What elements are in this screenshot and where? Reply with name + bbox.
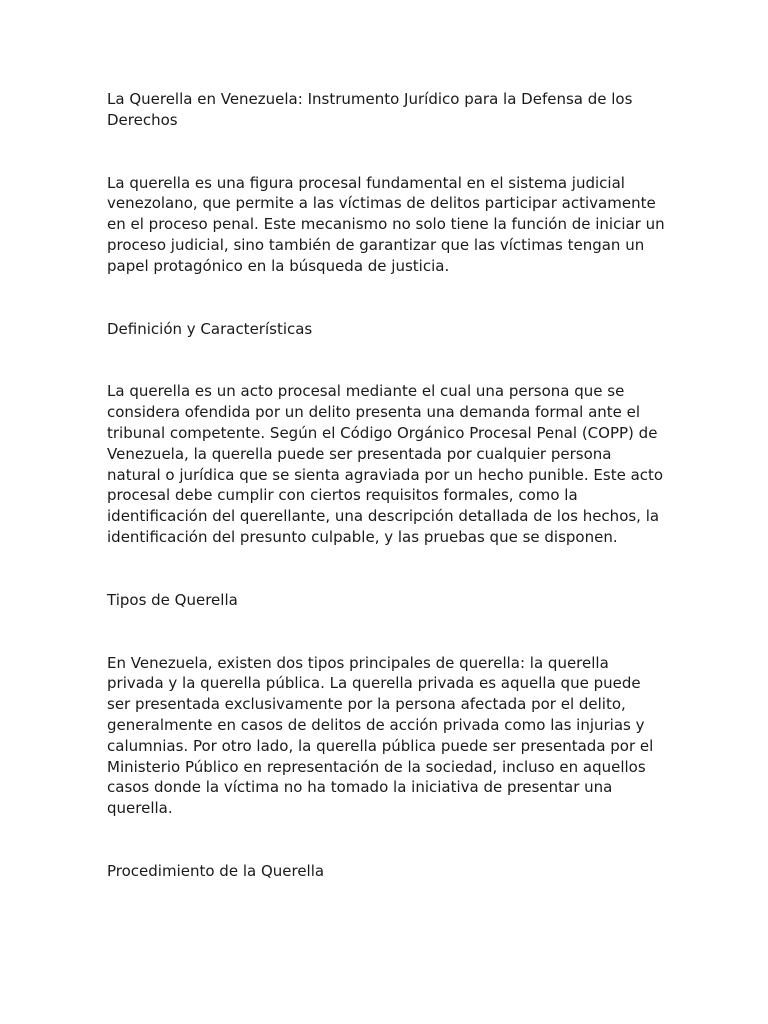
section-body-tipos: En Venezuela, existen dos tipos principales de querella: la querella privada y la querella pública. La querella privada es aquella que puede ser presentada exclusivamente por la persona afectada por el delito, generalmente en casos de delitos de acción privada como las injurias y calumnias. Por otro lado, la querella pública puede ser presentada por el Ministerio Público en representación de la sociedad, incluso en aquellos casos donde la víctima no ha tomado la iniciativa de presentar una querella.: [107, 653, 654, 818]
section-body-definicion: La querella es un acto procesal mediante el cual una persona que se considera ofendida por un delito presenta una demanda formal ante el tribunal competente. Según el Código Orgánico Procesal Penal (COPP) de Venezuela, la querella puede ser presentada por cualquier persona natural o jurídica que se sienta agraviada por un hecho punible. Este acto procesal debe cumplir con ciertos requisitos formales, como la identificación del querellante, una descripción detallada de los hechos, la identificación del presunto culpable, y las pruebas que se disponen.: [107, 382, 664, 546]
section-heading-tipos: Tipos de Querella: [107, 590, 238, 609]
document-title: La Querella en Venezuela: Instrumento Jurídico para la Defensa de los Derechos: [107, 90, 633, 129]
section-heading-procedimiento: Procedimiento de la Querella: [107, 861, 325, 880]
document-page: [107, 89, 667, 924]
intro-paragraph: La querella es una figura procesal fundamental en el sistema judicial venezolano, que permite a las víctimas de delitos participar activamente en el proceso penal. Este mecanismo no solo tiene la función de iniciar un proceso judicial, sino también de garantizar que las víctimas tengan un papel protagónico en la búsqueda de justicia.: [107, 173, 665, 275]
section-heading-definicion: Definición y Características: [107, 319, 313, 338]
